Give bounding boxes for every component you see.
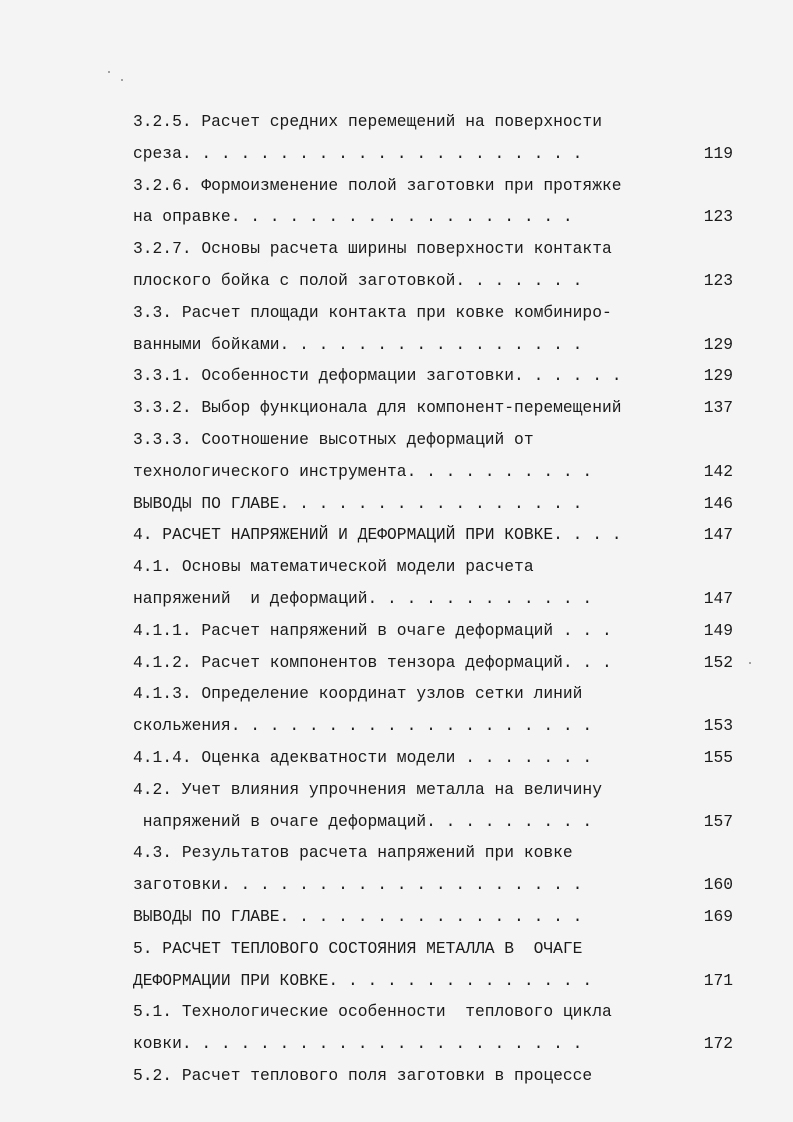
toc-entry-text: 5.2. Расчет теплового поля заготовки в процессе <box>133 1065 593 1085</box>
toc-entry-text: 4.2. Учет влияния упрочнения металла на величину <box>133 779 602 799</box>
toc-entry-text: технологического инструмента. . . . . . . . . . <box>133 461 593 481</box>
toc-entry <box>133 1060 733 1092</box>
scan-speck <box>108 71 110 73</box>
toc-entry <box>133 138 733 170</box>
toc-page-number: 169 <box>703 906 733 926</box>
toc-page-number: 119 <box>703 143 733 163</box>
toc-entry <box>133 774 733 806</box>
toc-entry <box>133 742 733 774</box>
toc-entry-text: 4.1.2. Расчет компонентов тензора деформаций. . . <box>133 652 612 672</box>
scan-speck <box>749 662 751 664</box>
toc-entry-text: 3.3.1. Особенности деформации заготовки. . . . . . <box>133 366 622 386</box>
toc-entry-text: ДЕФОРМАЦИИ ПРИ КОВКЕ. . . . . . . . . . . . . . <box>133 970 593 990</box>
toc-entry-text: скольжения. . . . . . . . . . . . . . . . . . . <box>133 716 593 736</box>
toc-entry-text: 4.1.1. Расчет напряжений в очаге деформаций . . . <box>133 620 612 640</box>
toc-entry <box>133 106 733 138</box>
toc-entry-text: среза. . . . . . . . . . . . . . . . . . . . . <box>133 143 583 163</box>
toc-page-number: 149 <box>703 620 733 640</box>
toc-entry-text: 3.2.7. Основы расчета ширины поверхности контакта <box>133 239 612 259</box>
toc-entry <box>133 201 733 233</box>
toc-entry <box>133 901 733 933</box>
toc-entry <box>133 519 733 551</box>
toc-entry <box>133 424 733 456</box>
scan-speck <box>121 79 123 81</box>
toc-entry <box>133 647 733 679</box>
toc-page-number: 152 <box>703 652 733 672</box>
toc-entry <box>133 488 733 520</box>
toc-entry <box>133 678 733 710</box>
toc-entry <box>133 869 733 901</box>
toc-entry-text: 3.3.3. Соотношение высотных деформаций от <box>133 429 534 449</box>
toc-entry-text: заготовки. . . . . . . . . . . . . . . . . . . <box>133 875 583 895</box>
toc-entry <box>133 456 733 488</box>
toc-entry-text: 4.1. Основы математической модели расчета <box>133 557 534 577</box>
toc-entry <box>133 1028 733 1060</box>
toc-entry <box>133 583 733 615</box>
toc-entry <box>133 965 733 997</box>
toc-page-number: 137 <box>703 398 733 418</box>
toc-page-number: 129 <box>703 366 733 386</box>
toc-entry-text: ванными бойками. . . . . . . . . . . . . . . . <box>133 334 583 354</box>
toc-page-number: 129 <box>703 334 733 354</box>
toc-entry <box>133 297 733 329</box>
toc-entry <box>133 170 733 202</box>
toc-entry-text: 4.3. Результатов расчета напряжений при ковке <box>133 843 573 863</box>
toc-page-number: 123 <box>703 270 733 290</box>
toc-entry <box>133 710 733 742</box>
toc-entry-text: на оправке. . . . . . . . . . . . . . . . . . <box>133 207 573 227</box>
toc-entry-text: 3.2.5. Расчет средних перемещений на поверхности <box>133 112 602 131</box>
toc-entry-text: ковки. . . . . . . . . . . . . . . . . . . . . <box>133 1034 583 1054</box>
toc-entry-text: 4.1.4. Оценка адекватности модели . . . . . . . <box>133 747 593 767</box>
toc-entry <box>133 996 733 1028</box>
toc-entry <box>133 360 733 392</box>
toc-entry <box>133 837 733 869</box>
toc-entry <box>133 615 733 647</box>
toc-entry-text: 5. РАСЧЕТ ТЕПЛОВОГО СОСТОЯНИЯ МЕТАЛЛА В ОЧАГЕ <box>133 938 583 958</box>
toc-entry-text: ВЫВОДЫ ПО ГЛАВЕ. . . . . . . . . . . . . . . . <box>133 493 583 513</box>
toc-entry <box>133 329 733 361</box>
toc-entry <box>133 806 733 838</box>
toc-page-number: 142 <box>703 461 733 481</box>
toc-page-number: 155 <box>703 747 733 767</box>
toc-entry <box>133 233 733 265</box>
toc-page-number: 147 <box>703 525 733 545</box>
toc-page-number: 123 <box>703 207 733 227</box>
toc-entry <box>133 392 733 424</box>
toc-page-number: 153 <box>703 716 733 736</box>
toc-entry-text: 3.3.2. Выбор функционала для компонент-перемещений <box>133 398 622 418</box>
toc-entry-text: 3.2.6. Формоизменение полой заготовки при протяжке <box>133 175 622 195</box>
table-of-contents <box>133 106 733 1092</box>
toc-entry-text: ВЫВОДЫ ПО ГЛАВЕ. . . . . . . . . . . . . . . . <box>133 906 583 926</box>
toc-page-number: 171 <box>703 970 733 990</box>
toc-entry-text: напряжений и деформаций. . . . . . . . . . . . <box>133 588 593 608</box>
toc-entry <box>133 551 733 583</box>
toc-page-number: 157 <box>703 811 733 831</box>
toc-entry-text: 5.1. Технологические особенности теплового цикла <box>133 1002 612 1022</box>
toc-entry <box>133 933 733 965</box>
toc-page-number: 160 <box>703 875 733 895</box>
toc-page-number: 146 <box>703 493 733 513</box>
toc-page-number: 172 <box>703 1034 733 1054</box>
toc-entry-text: 4. РАСЧЕТ НАПРЯЖЕНИЙ И ДЕФОРМАЦИЙ ПРИ КОВКЕ. . . . <box>133 525 622 545</box>
toc-entry-text: напряжений в очаге деформаций. . . . . . . . . <box>133 811 593 831</box>
toc-entry-text: 4.1.3. Определение координат узлов сетки линий <box>133 684 583 704</box>
toc-page-number: 147 <box>703 588 733 608</box>
toc-entry-text: плоского бойка с полой заготовкой. . . . . . . <box>133 270 583 290</box>
toc-entry-text: 3.3. Расчет площади контакта при ковке комбиниро- <box>133 302 612 322</box>
toc-entry <box>133 265 733 297</box>
